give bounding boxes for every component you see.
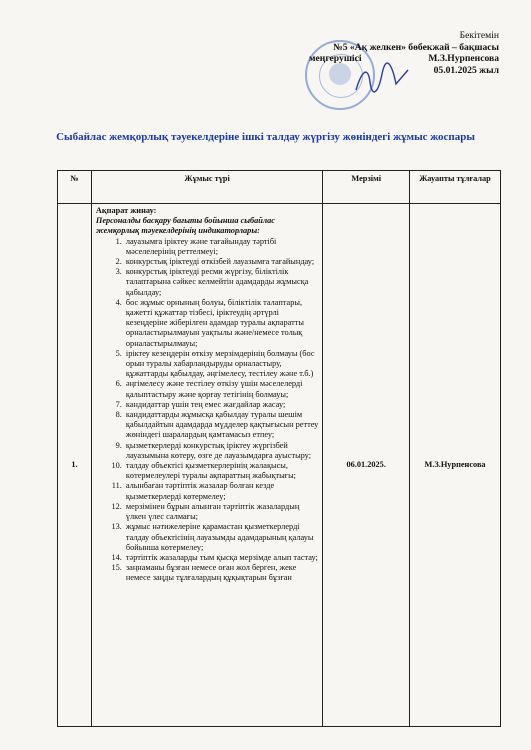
indicator-item: 13. жұмыс нәтижелеріне қарамастан қызметкерлерді талдау объектісінің лауазымды адамдарының қалауы бойынша көтермелеу; <box>124 522 318 553</box>
indicator-item: 2. конкурстық іріктеуді өткізбей лауазымға тағайындау; <box>124 257 318 267</box>
indicator-item: 10. талдау объектісі қызметкерлерінің жалақысы, көтермелеулері туралы ақпараттың жабықтығы; <box>124 461 318 481</box>
header-number: № <box>58 171 92 204</box>
approval-position: меңгерушісі <box>309 53 362 64</box>
header-responsible: Жауапты тұлғалар <box>410 171 501 204</box>
table-row <box>58 204 501 727</box>
indicator-item: 8. кандидаттарды жұмысқа қабылдау туралы шешім қабылдайтын адамдарда мүдделер қақтығысын реттеу жөніндегі шаралардың қамтамасыз етпеу; <box>124 410 318 441</box>
indicator-list <box>96 237 318 584</box>
header-deadline: Мерзімі <box>323 171 410 204</box>
deadline-cell: 06.01.2025. <box>323 204 410 727</box>
approval-label: Бекітемін <box>459 30 499 41</box>
indicator-item: 14. тәртіптік жазаларды тым қысқа мерзімде алып тастау; <box>124 553 318 563</box>
row-number: 1. <box>58 204 92 727</box>
indicator-item: 9. қызметкерлерді конкурстық іріктеу жүргізбей лауазымына көтеру, өзге де лауазымдарға ауыстыру; <box>124 441 318 461</box>
work-plan-table <box>57 170 501 727</box>
responsible-cell: М.З.Нурпенсова <box>410 204 501 727</box>
table-header-row <box>58 171 501 204</box>
indicator-item: 7. кандидаттар үшін тең емес жағдайлар жасау; <box>124 400 318 410</box>
indicator-item: 5. іріктеу кезеңдерін өткізу мерзімдерінің болмауы (бос орын туралы хабарландыруды орналастыру, құжаттарды қабылдау, әңгімелесу, тестілеу және т.б.) <box>124 349 318 380</box>
header-work-type: Жұмыс түрі <box>91 171 322 204</box>
indicator-item: 6. әңгімелесу және тестілеу өткізу үшін мәселелерді қалыптастыру және қорғау тетігінің болмауы; <box>124 379 318 399</box>
indicator-item: 15. заңнаманы бұзған немесе оған жол берген, жеке немесе заңды тұлғалардың құқықтарын бұзған <box>124 563 318 583</box>
work-subheading: Персоналды басқару бағыты бойынша сыбайлас жемқорлық тәуекелдерінің индикаторлары: <box>95 216 275 236</box>
indicator-item: 12. мерзімінен бұрын алынған тәртіптік жазалардың үлкен үлес салмағы; <box>124 502 318 522</box>
work-heading: Ақпарат жинау: <box>95 206 157 215</box>
approval-person: М.З.Нурпенсова <box>428 53 499 64</box>
approval-signatory-row <box>309 53 499 65</box>
indicator-item: 1. лауазымға іріктеу және тағайындау тәртібі мәселелерінің реттелмеуі; <box>124 237 318 257</box>
indicator-item: 4. бос жұмыс орнының болуы, біліктілік талаптары, қажетті құжаттар тізбесі, іріктеудің әртүрлі кезеңдеріне жіберілген адамдар туралы ақпаратты орналастырылмауын уақтылы және/немесе толық орналастырылмауы; <box>124 298 318 349</box>
work-description-cell <box>91 204 322 727</box>
approval-date: 05.01.2025 жыл <box>433 64 499 76</box>
indicator-item: 3. конкурстық іріктеуді ресми жүргізу, біліктілік талаптарына сәйкес келмейтін адамдарды жұмысқа қабылдау; <box>124 267 318 298</box>
approval-block <box>309 30 499 76</box>
approval-org: №5 «Ақ желкен» бөбекжай – бақшасы <box>333 41 499 53</box>
indicator-item: 11. алынбаған тәртіптік жазалар болған кезде қызметкерлерді көтермелеу; <box>124 481 318 501</box>
document-title: Сыбайлас жемқорлық тәуекелдеріне ішкі талдау жүргізу жөніндегі жұмыс жоспары <box>56 131 475 143</box>
